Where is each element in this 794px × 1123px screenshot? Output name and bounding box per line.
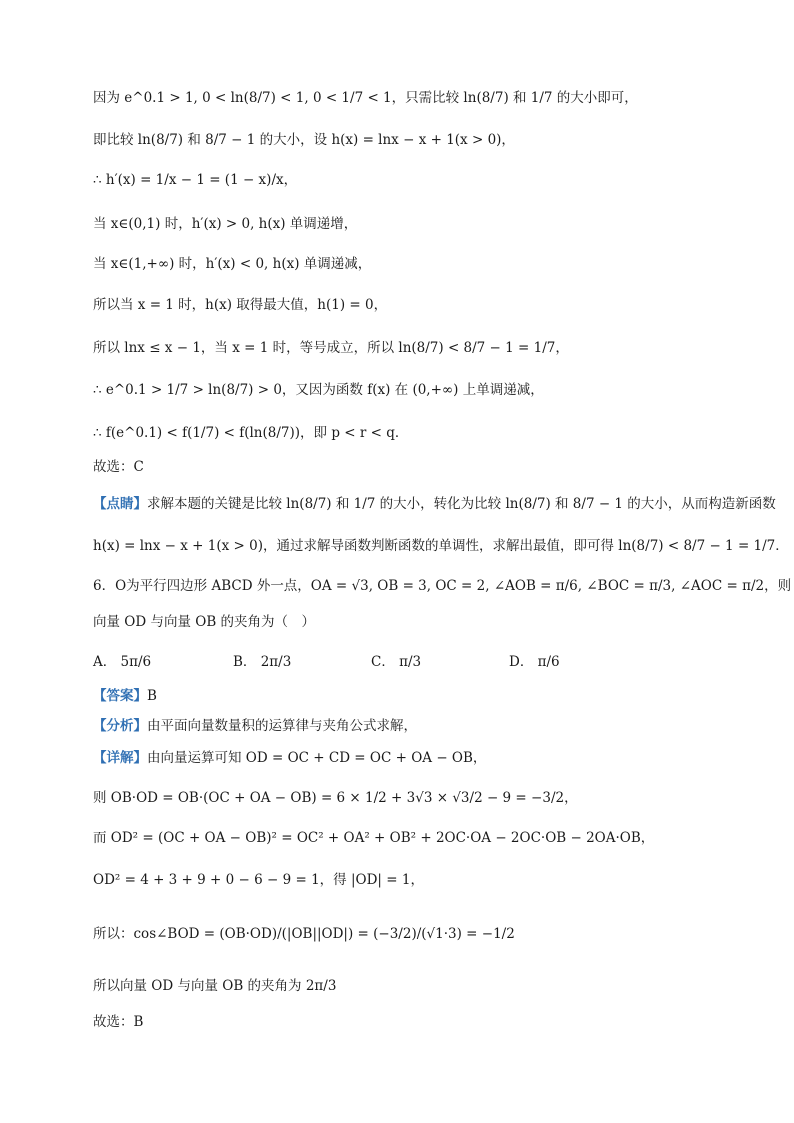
solution-line-7: 所以 lnx ≤ x − 1，当 x = 1 时，等号成立，所以 ln(8/7) < 8/7 − 1 = 1/7， [93,340,569,356]
detail-tag: 【详解】 [93,750,147,766]
detail-section [93,748,486,768]
option-d: D． π/6 [509,654,560,670]
option-c: C． π/3 [371,654,422,670]
analysis-tag: 【分析】 [93,718,147,734]
solution-line-5: 当 x∈(1,+∞) 时，h′(x) < 0, h(x) 单调递减， [93,256,372,272]
final-answer: 故选：B [93,1014,144,1030]
step-line-5: 所以向量 OD 与向量 OB 的夹角为 2π/3 [93,978,337,994]
answer-tag: 【答案】 [93,688,147,704]
step-line-2: 而 OD² = (OC + OA − OB)² = OC² + OA² + OB² + 2OC·OA − 2OC·OB − 2OA·OB， [93,830,655,846]
solution-line-4: 当 x∈(0,1) 时，h′(x) > 0, h(x) 单调递增， [93,216,358,232]
analysis-section [93,716,417,736]
option-b: B． 2π/3 [233,654,292,670]
solution-line-9: ∴ f(e^0.1) < f(1/7) < f(ln(8/7))，即 p < r < q． [93,425,409,441]
step-line-1: 则 OB·OD = OB·(OC + OA − OB) = 6 × 1/2 + 3√3 × √3/2 − 9 = −3/2， [93,790,578,806]
comment-line-2: h(x) = lnx − x + 1(x > 0)，通过求解导函数判断函数的单调性，求解出最值，即可得 ln(8/7) < 8/7 − 1 = 1/7． [93,538,789,554]
solution-line-8: ∴ e^0.1 > 1/7 > ln(8/7) > 0，又因为函数 f(x) 在 (0,+∞) 上单调递减， [93,382,544,398]
solution-line-6: 所以当 x = 1 时，h(x) 取得最大值，h(1) = 0， [93,297,388,313]
answer-value: B [147,688,157,704]
answer-section [93,686,157,706]
step-line-3: OD² = 4 + 3 + 9 + 0 − 6 − 9 = 1，得 |OD| = 1， [93,872,424,888]
option-a: A． 5π/6 [93,654,152,670]
question-stem-2: 向量 OD 与向量 OB 的夹角为（ ） [93,614,316,630]
answer-line: 故选：C [93,459,144,475]
comment-text-1: 求解本题的关键是比较 ln(8/7) 和 1/7 的大小，转化为比较 ln(8/7) 和 8/7 − 1 的大小，从而构造新函数 [147,496,776,512]
comment-line-1 [93,494,776,514]
detail-text: 由向量运算可知 OD = OC + CD = OC + OA − OB， [147,750,487,766]
question-stem-1: 6．O为平行四边形 ABCD 外一点，OA = √3, OB = 3, OC = 2, ∠AOB = π/6, ∠BOC = π/3, ∠AOC = π/2，则 [93,578,792,594]
analysis-text: 由平面向量数量积的运算律与夹角公式求解， [147,718,417,734]
step-line-4: 所以：cos∠BOD = (OB·OD)/(|OB||OD|) = (−3/2)/(√1·3) = −1/2 [93,926,515,942]
solution-line-3: ∴ h′(x) = 1/x − 1 = (1 − x)/x， [93,172,298,188]
solution-line-2: 即比较 ln(8/7) 和 8/7 − 1 的大小，设 h(x) = lnx − x + 1(x > 0)， [93,132,515,148]
comment-tag: 【点睛】 [93,496,147,512]
solution-line-1: 因为 e^0.1 > 1, 0 < ln(8/7) < 1, 0 < 1/7 < 1，只需比较 ln(8/7) 和 1/7 的大小即可， [93,90,638,106]
